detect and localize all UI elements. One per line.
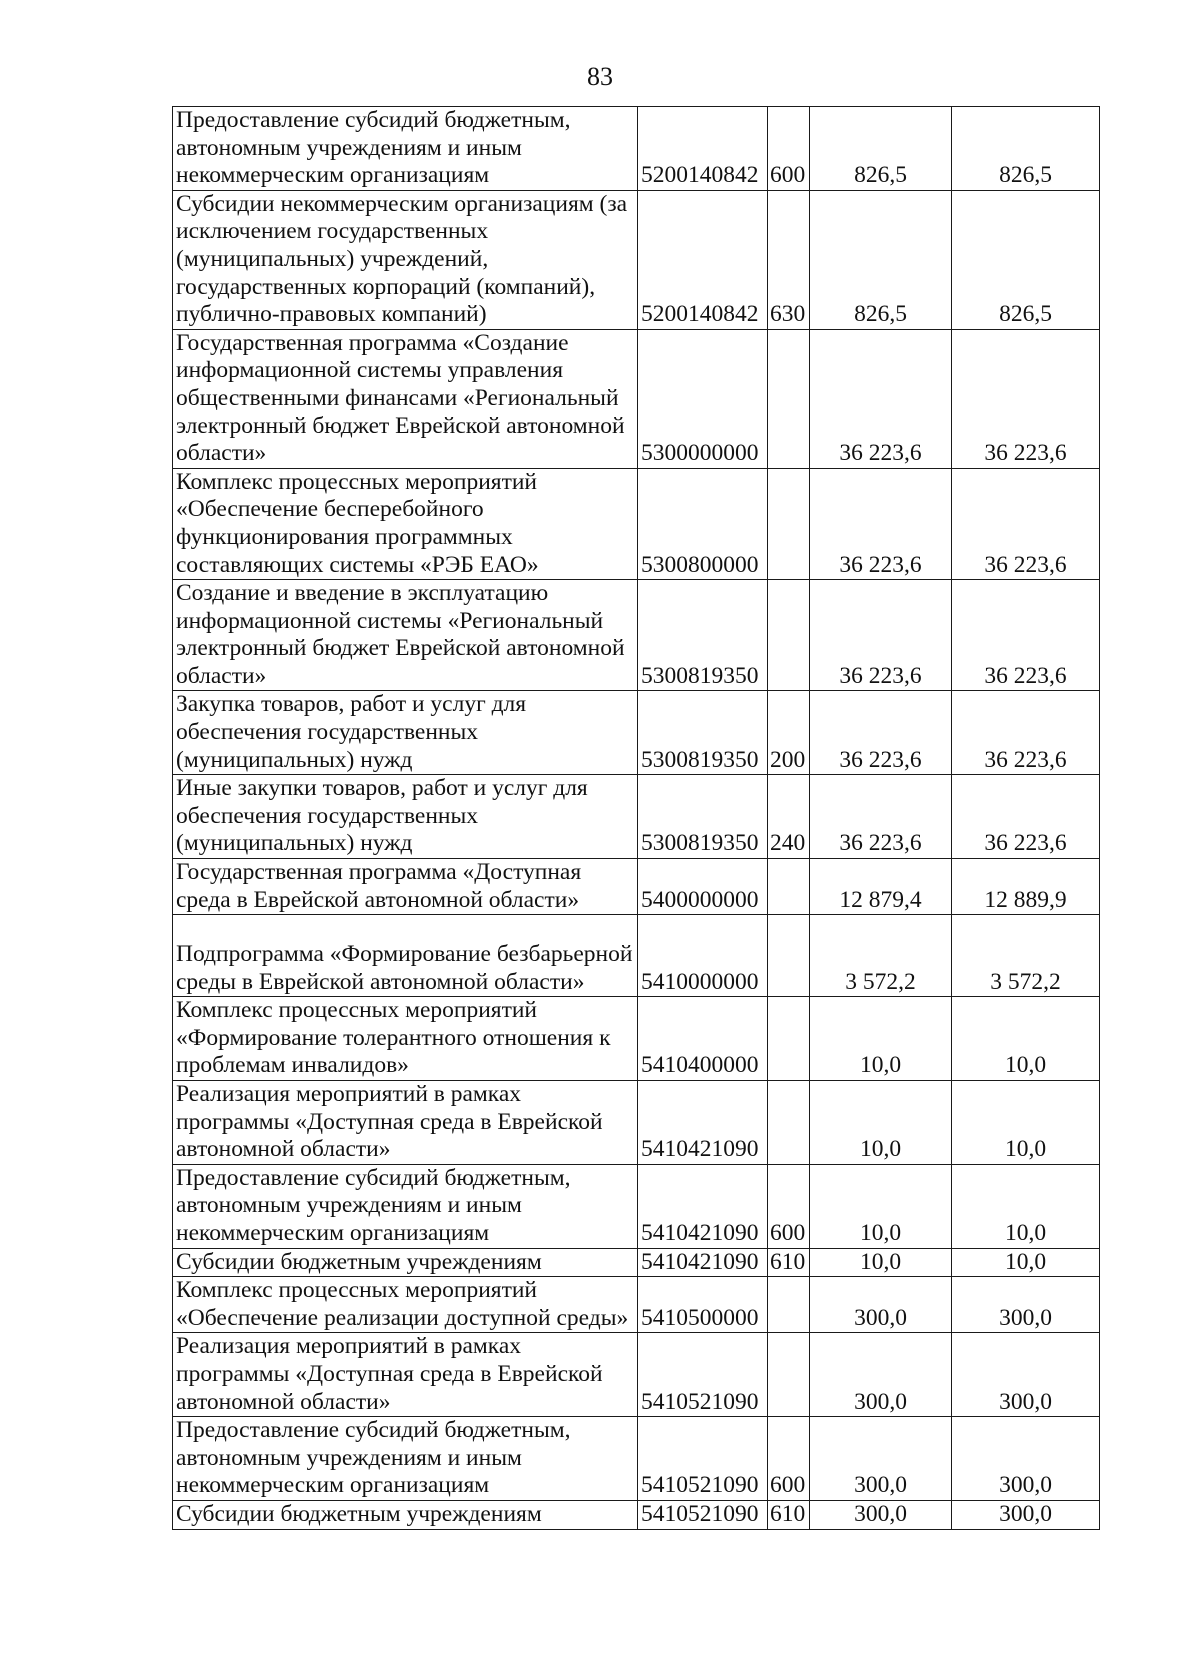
row-sum1-cell: 36 223,6: [810, 580, 952, 691]
budget-table: [172, 106, 1100, 1530]
row-sum2-cell: 36 223,6: [952, 775, 1100, 859]
row-sum1-cell: 300,0: [810, 1333, 952, 1417]
row-sum1-cell: 300,0: [810, 1417, 952, 1501]
row-sum2-cell: 10,0: [952, 1164, 1100, 1248]
row-csr-cell: 5200140842: [638, 107, 768, 191]
row-vr-cell: [768, 1277, 810, 1333]
row-name-cell: Государственная программа «Создание информационной системы управления общественными финансами «Региональный электронный бюджет Еврейской автономной области»: [173, 329, 638, 468]
row-name-cell: Реализация мероприятий в рамках программы «Доступная среда в Еврейской автономной области»: [173, 1333, 638, 1417]
row-sum1-cell: 10,0: [810, 1248, 952, 1277]
table-row: [173, 329, 1100, 468]
row-vr-cell: [768, 468, 810, 579]
row-vr-cell: 200: [768, 691, 810, 775]
row-name-cell: Комплекс процессных мероприятий «Обеспечение бесперебойного функционирования программных составляющих системы «РЭБ ЕАО»: [173, 468, 638, 579]
row-vr-cell: 610: [768, 1248, 810, 1277]
table-row: [173, 997, 1100, 1081]
row-sum1-cell: 10,0: [810, 1081, 952, 1165]
row-sum2-cell: 300,0: [952, 1277, 1100, 1333]
row-csr-cell: 5410521090: [638, 1333, 768, 1417]
row-vr-cell: [768, 580, 810, 691]
row-sum2-cell: 3 572,2: [952, 915, 1100, 997]
row-csr-cell: 5300819350: [638, 580, 768, 691]
table-row: [173, 1081, 1100, 1165]
table-row: [173, 859, 1100, 915]
page-number: 83: [587, 62, 613, 91]
row-sum2-cell: 10,0: [952, 997, 1100, 1081]
row-vr-cell: 600: [768, 1164, 810, 1248]
row-sum2-cell: 36 223,6: [952, 329, 1100, 468]
row-sum2-cell: 826,5: [952, 107, 1100, 191]
row-vr-cell: 240: [768, 775, 810, 859]
row-name-cell: Комплекс процессных мероприятий «Формирование толерантного отношения к проблемам инвалидов»: [173, 997, 638, 1081]
row-vr-cell: [768, 1081, 810, 1165]
table-row: [173, 107, 1100, 191]
table-row: [173, 1417, 1100, 1501]
row-csr-cell: 5410000000: [638, 915, 768, 997]
row-name-cell: Реализация мероприятий в рамках программы «Доступная среда в Еврейской автономной области»: [173, 1081, 638, 1165]
row-csr-cell: 5410421090: [638, 1164, 768, 1248]
row-csr-cell: 5200140842: [638, 190, 768, 329]
row-vr-cell: [768, 915, 810, 997]
row-csr-cell: 5410521090: [638, 1417, 768, 1501]
row-name-cell: Иные закупки товаров, работ и услуг для обеспечения государственных (муниципальных) нужд: [173, 775, 638, 859]
row-name-cell: Субсидии бюджетным учреждениям: [173, 1248, 638, 1277]
table-row: [173, 915, 1100, 997]
table-row: [173, 1277, 1100, 1333]
row-csr-cell: 5410421090: [638, 1248, 768, 1277]
row-vr-cell: [768, 1333, 810, 1417]
table-row: [173, 468, 1100, 579]
row-sum2-cell: 36 223,6: [952, 691, 1100, 775]
table-row: [173, 1248, 1100, 1277]
row-sum2-cell: 300,0: [952, 1333, 1100, 1417]
row-csr-cell: 5410500000: [638, 1277, 768, 1333]
row-name-cell: Субсидии некоммерческим организациям (за исключением государственных (муниципальных) учреждений, государственных корпораций (компаний), публично-правовых компаний): [173, 190, 638, 329]
row-sum2-cell: 12 889,9: [952, 859, 1100, 915]
row-csr-cell: 5410400000: [638, 997, 768, 1081]
row-name-cell: Субсидии бюджетным учреждениям: [173, 1500, 638, 1529]
table-row: [173, 691, 1100, 775]
table-row: [173, 775, 1100, 859]
row-csr-cell: 5300819350: [638, 775, 768, 859]
row-name-cell: Закупка товаров, работ и услуг для обеспечения государственных (муниципальных) нужд: [173, 691, 638, 775]
row-vr-cell: [768, 997, 810, 1081]
row-sum1-cell: 12 879,4: [810, 859, 952, 915]
table-row: [173, 1333, 1100, 1417]
row-name-cell: Предоставление субсидий бюджетным, автономным учреждениям и иным некоммерческим организациям: [173, 1417, 638, 1501]
row-sum2-cell: 826,5: [952, 190, 1100, 329]
table-row: [173, 1164, 1100, 1248]
table-row: [173, 1500, 1100, 1529]
row-sum1-cell: 10,0: [810, 1164, 952, 1248]
row-name-cell: Создание и введение в эксплуатацию информационной системы «Региональный электронный бюджет Еврейской автономной области»: [173, 580, 638, 691]
row-sum2-cell: 10,0: [952, 1081, 1100, 1165]
row-sum2-cell: 300,0: [952, 1500, 1100, 1529]
row-sum1-cell: 3 572,2: [810, 915, 952, 997]
row-csr-cell: 5300800000: [638, 468, 768, 579]
row-sum1-cell: 826,5: [810, 190, 952, 329]
row-vr-cell: [768, 329, 810, 468]
row-sum1-cell: 300,0: [810, 1500, 952, 1529]
row-name-cell: Предоставление субсидий бюджетным, автономным учреждениям и иным некоммерческим организациям: [173, 107, 638, 191]
row-name-cell: Государственная программа «Доступная среда в Еврейской автономной области»: [173, 859, 638, 915]
row-sum2-cell: 36 223,6: [952, 468, 1100, 579]
row-sum2-cell: 300,0: [952, 1417, 1100, 1501]
table-row: [173, 580, 1100, 691]
row-sum1-cell: 36 223,6: [810, 329, 952, 468]
row-sum2-cell: 36 223,6: [952, 580, 1100, 691]
row-name-cell: Комплекс процессных мероприятий «Обеспечение реализации доступной среды»: [173, 1277, 638, 1333]
row-csr-cell: 5400000000: [638, 859, 768, 915]
row-vr-cell: 630: [768, 190, 810, 329]
row-vr-cell: [768, 859, 810, 915]
row-name-cell: Предоставление субсидий бюджетным, автономным учреждениям и иным некоммерческим организациям: [173, 1164, 638, 1248]
row-vr-cell: 600: [768, 107, 810, 191]
row-name-cell: Подпрограмма «Формирование безбарьерной среды в Еврейской автономной области»: [173, 915, 638, 997]
row-csr-cell: 5300000000: [638, 329, 768, 468]
row-sum1-cell: 826,5: [810, 107, 952, 191]
row-sum1-cell: 36 223,6: [810, 775, 952, 859]
row-vr-cell: 610: [768, 1500, 810, 1529]
row-sum1-cell: 10,0: [810, 997, 952, 1081]
row-csr-cell: 5410521090: [638, 1500, 768, 1529]
row-csr-cell: 5300819350: [638, 691, 768, 775]
row-sum1-cell: 36 223,6: [810, 468, 952, 579]
row-vr-cell: 600: [768, 1417, 810, 1501]
table-row: [173, 190, 1100, 329]
row-sum2-cell: 10,0: [952, 1248, 1100, 1277]
row-sum1-cell: 36 223,6: [810, 691, 952, 775]
row-sum1-cell: 300,0: [810, 1277, 952, 1333]
row-csr-cell: 5410421090: [638, 1081, 768, 1165]
